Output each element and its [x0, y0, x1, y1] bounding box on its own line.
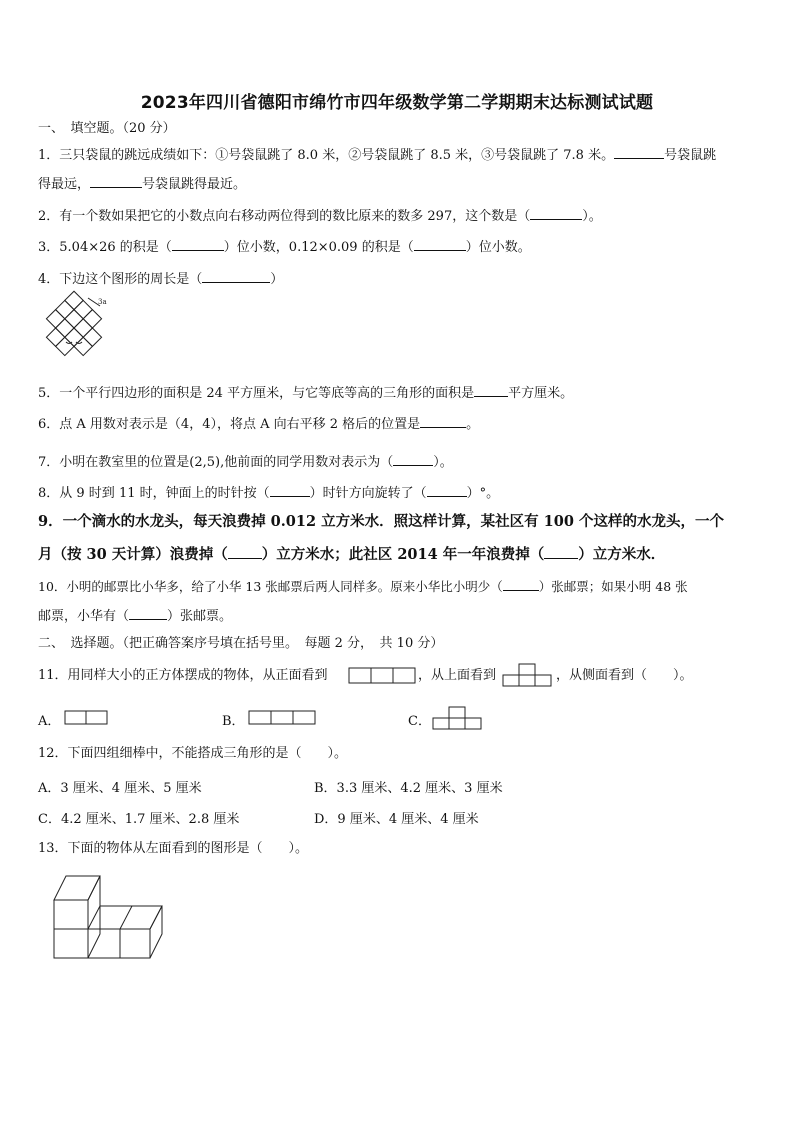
q3-text-b: ）位小数，0.12×0.09 的积是（ — [223, 240, 414, 255]
q11-front-view-figure — [348, 667, 416, 685]
q9-text-d: ）立方米水． — [578, 546, 666, 563]
question-5 — [38, 384, 573, 403]
q9-text-b: 月（按 30 天计算）浪费掉（ — [38, 546, 228, 563]
q7-blank[interactable] — [393, 453, 433, 466]
q11-option-a-label[interactable]: A． — [38, 714, 61, 729]
question-13-stem: 13．下面的物体从左面看到的图形是（ ）。 — [38, 841, 309, 856]
question-9-line-1 — [38, 513, 724, 531]
page-title: 2023年四川省德阳市绵竹市四年级数学第二学期期末达标测试试题 — [140, 93, 654, 113]
q10-text-a: 10．小明的邮票比小华多，给了小华 13 张邮票后两人同样多。原来小华比小明少（ — [38, 579, 503, 594]
q12-option-a[interactable]: A．3 厘米、4 厘米、5 厘米 — [38, 781, 202, 796]
q10-text-c: 邮票，小华有（ — [38, 609, 130, 624]
q1-blank-2[interactable] — [90, 175, 142, 188]
q2-text-a: 2．有一个数如果把它的小数点向右移动两位得到的数比原来的数多 297，这个数是（ — [38, 209, 531, 224]
q11-option-a-figure — [64, 710, 110, 726]
q9-text-a: 9．一个滴水的水龙头，每天浪费掉 0.012 立方米水．照这样计算，某社区有 100 个这样的水龙头，一个 — [38, 513, 724, 530]
q11-top-view-figure — [502, 663, 554, 689]
q2-text-b: ）。 — [582, 209, 602, 224]
q8-text-b: ）时针方向旋转了（ — [309, 486, 427, 501]
q9-blank-1[interactable] — [228, 546, 262, 559]
question-7 — [38, 453, 453, 472]
q7-text-b: ）。 — [433, 455, 453, 470]
q11-text-c: ，从侧面看到（ ）。 — [556, 668, 693, 683]
question-1-line-1 — [38, 146, 716, 165]
q9-blank-2[interactable] — [544, 546, 578, 559]
q7-text-a: 7．小明在教室里的位置是(2,5),他前面的同学用数对表示为（ — [38, 455, 394, 470]
q11-option-b-label[interactable]: B． — [222, 714, 245, 729]
q12-option-b[interactable]: B．3.3 厘米、4.2 厘米、3 厘米 — [314, 781, 503, 796]
question-10-line-2 — [38, 607, 232, 626]
q5-text-b: 平方厘米。 — [508, 386, 574, 401]
q10-text-b: ）张邮票；如果小明 48 张 — [538, 579, 688, 594]
q13-cube-figure — [50, 872, 165, 967]
q4-figure-face — [66, 342, 82, 344]
q11-text-b: ，从上面看到 — [418, 668, 497, 683]
q8-text-c: ）°。 — [466, 486, 500, 501]
q3-text-a: 3．5.04×26 的积是（ — [38, 240, 172, 255]
q6-text-a: 6．点 A 用数对表示是（4，4），将点 A 向右平移 2 格后的位置是 — [38, 417, 421, 432]
section-1-header: 一、 填空题。（20 分） — [38, 121, 176, 136]
q6-text-b: 。 — [466, 417, 480, 432]
q1-blank-1[interactable] — [614, 146, 664, 159]
q1-text-c: 得最远， — [38, 177, 91, 192]
q10-blank-2[interactable] — [129, 607, 167, 620]
q8-blank-2[interactable] — [427, 484, 467, 497]
question-12-stem: 12．下面四组细棒中，不能搭成三角形的是（ ）。 — [38, 746, 348, 761]
question-6 — [38, 415, 479, 434]
q9-text-c: ）立方米水；此社区 2014 年一年浪费掉（ — [261, 546, 545, 563]
q10-blank-1[interactable] — [503, 578, 539, 591]
q11-text-a: 11．用同样大小的正方体摆成的物体，从正面看到 — [38, 668, 328, 683]
question-10-line-1 — [38, 578, 688, 596]
q4-figure-grid — [36, 292, 116, 372]
q11-option-c-figure — [432, 706, 484, 732]
q12-option-c[interactable]: C．4.2 厘米、1.7 厘米、2.8 厘米 — [38, 812, 240, 827]
q5-text-a: 5．一个平行四边形的面积是 24 平方厘米，与它等底等高的三角形的面积是 — [38, 386, 475, 401]
q8-blank-1[interactable] — [270, 484, 310, 497]
question-8 — [38, 484, 499, 503]
q2-blank[interactable] — [530, 207, 582, 220]
q12-option-d[interactable]: D．9 厘米、4 厘米、4 厘米 — [314, 812, 479, 827]
q11-option-c-label[interactable]: C． — [408, 714, 431, 729]
q3-blank-1[interactable] — [172, 238, 224, 251]
question-3 — [38, 238, 531, 257]
q1-text-a: 1．三只袋鼠的跳远成绩如下：①号袋鼠跳了 8.0 米，②号袋鼠跳了 8.5 米，③号袋鼠跳了 7.8 米。 — [38, 148, 615, 163]
q10-text-d: ）张邮票。 — [167, 609, 233, 624]
q3-blank-2[interactable] — [414, 238, 466, 251]
section-2-header: 二、 选择题。（把正确答案序号填在括号里。 每题 2 分， 共 10 分） — [38, 636, 444, 651]
q6-blank[interactable] — [420, 415, 466, 428]
q1-text-b: 号袋鼠跳 — [664, 148, 717, 163]
q4-figure-label: 3a — [98, 298, 107, 306]
q8-text-a: 8．从 9 时到 11 时，钟面上的时针按（ — [38, 486, 270, 501]
q1-text-d: 号袋鼠跳得最近。 — [142, 177, 247, 192]
q4-text-b: ） — [270, 272, 284, 287]
q3-text-c: ）位小数。 — [465, 240, 531, 255]
question-9-line-2 — [38, 546, 665, 564]
q4-blank[interactable] — [202, 270, 270, 283]
q11-option-b-figure — [248, 710, 316, 726]
q5-blank[interactable] — [474, 384, 508, 397]
q4-text-a: 4．下边这个图形的周长是（ — [38, 272, 203, 287]
question-1-line-2 — [38, 175, 246, 194]
question-2 — [38, 207, 602, 226]
question-4 — [38, 270, 283, 289]
